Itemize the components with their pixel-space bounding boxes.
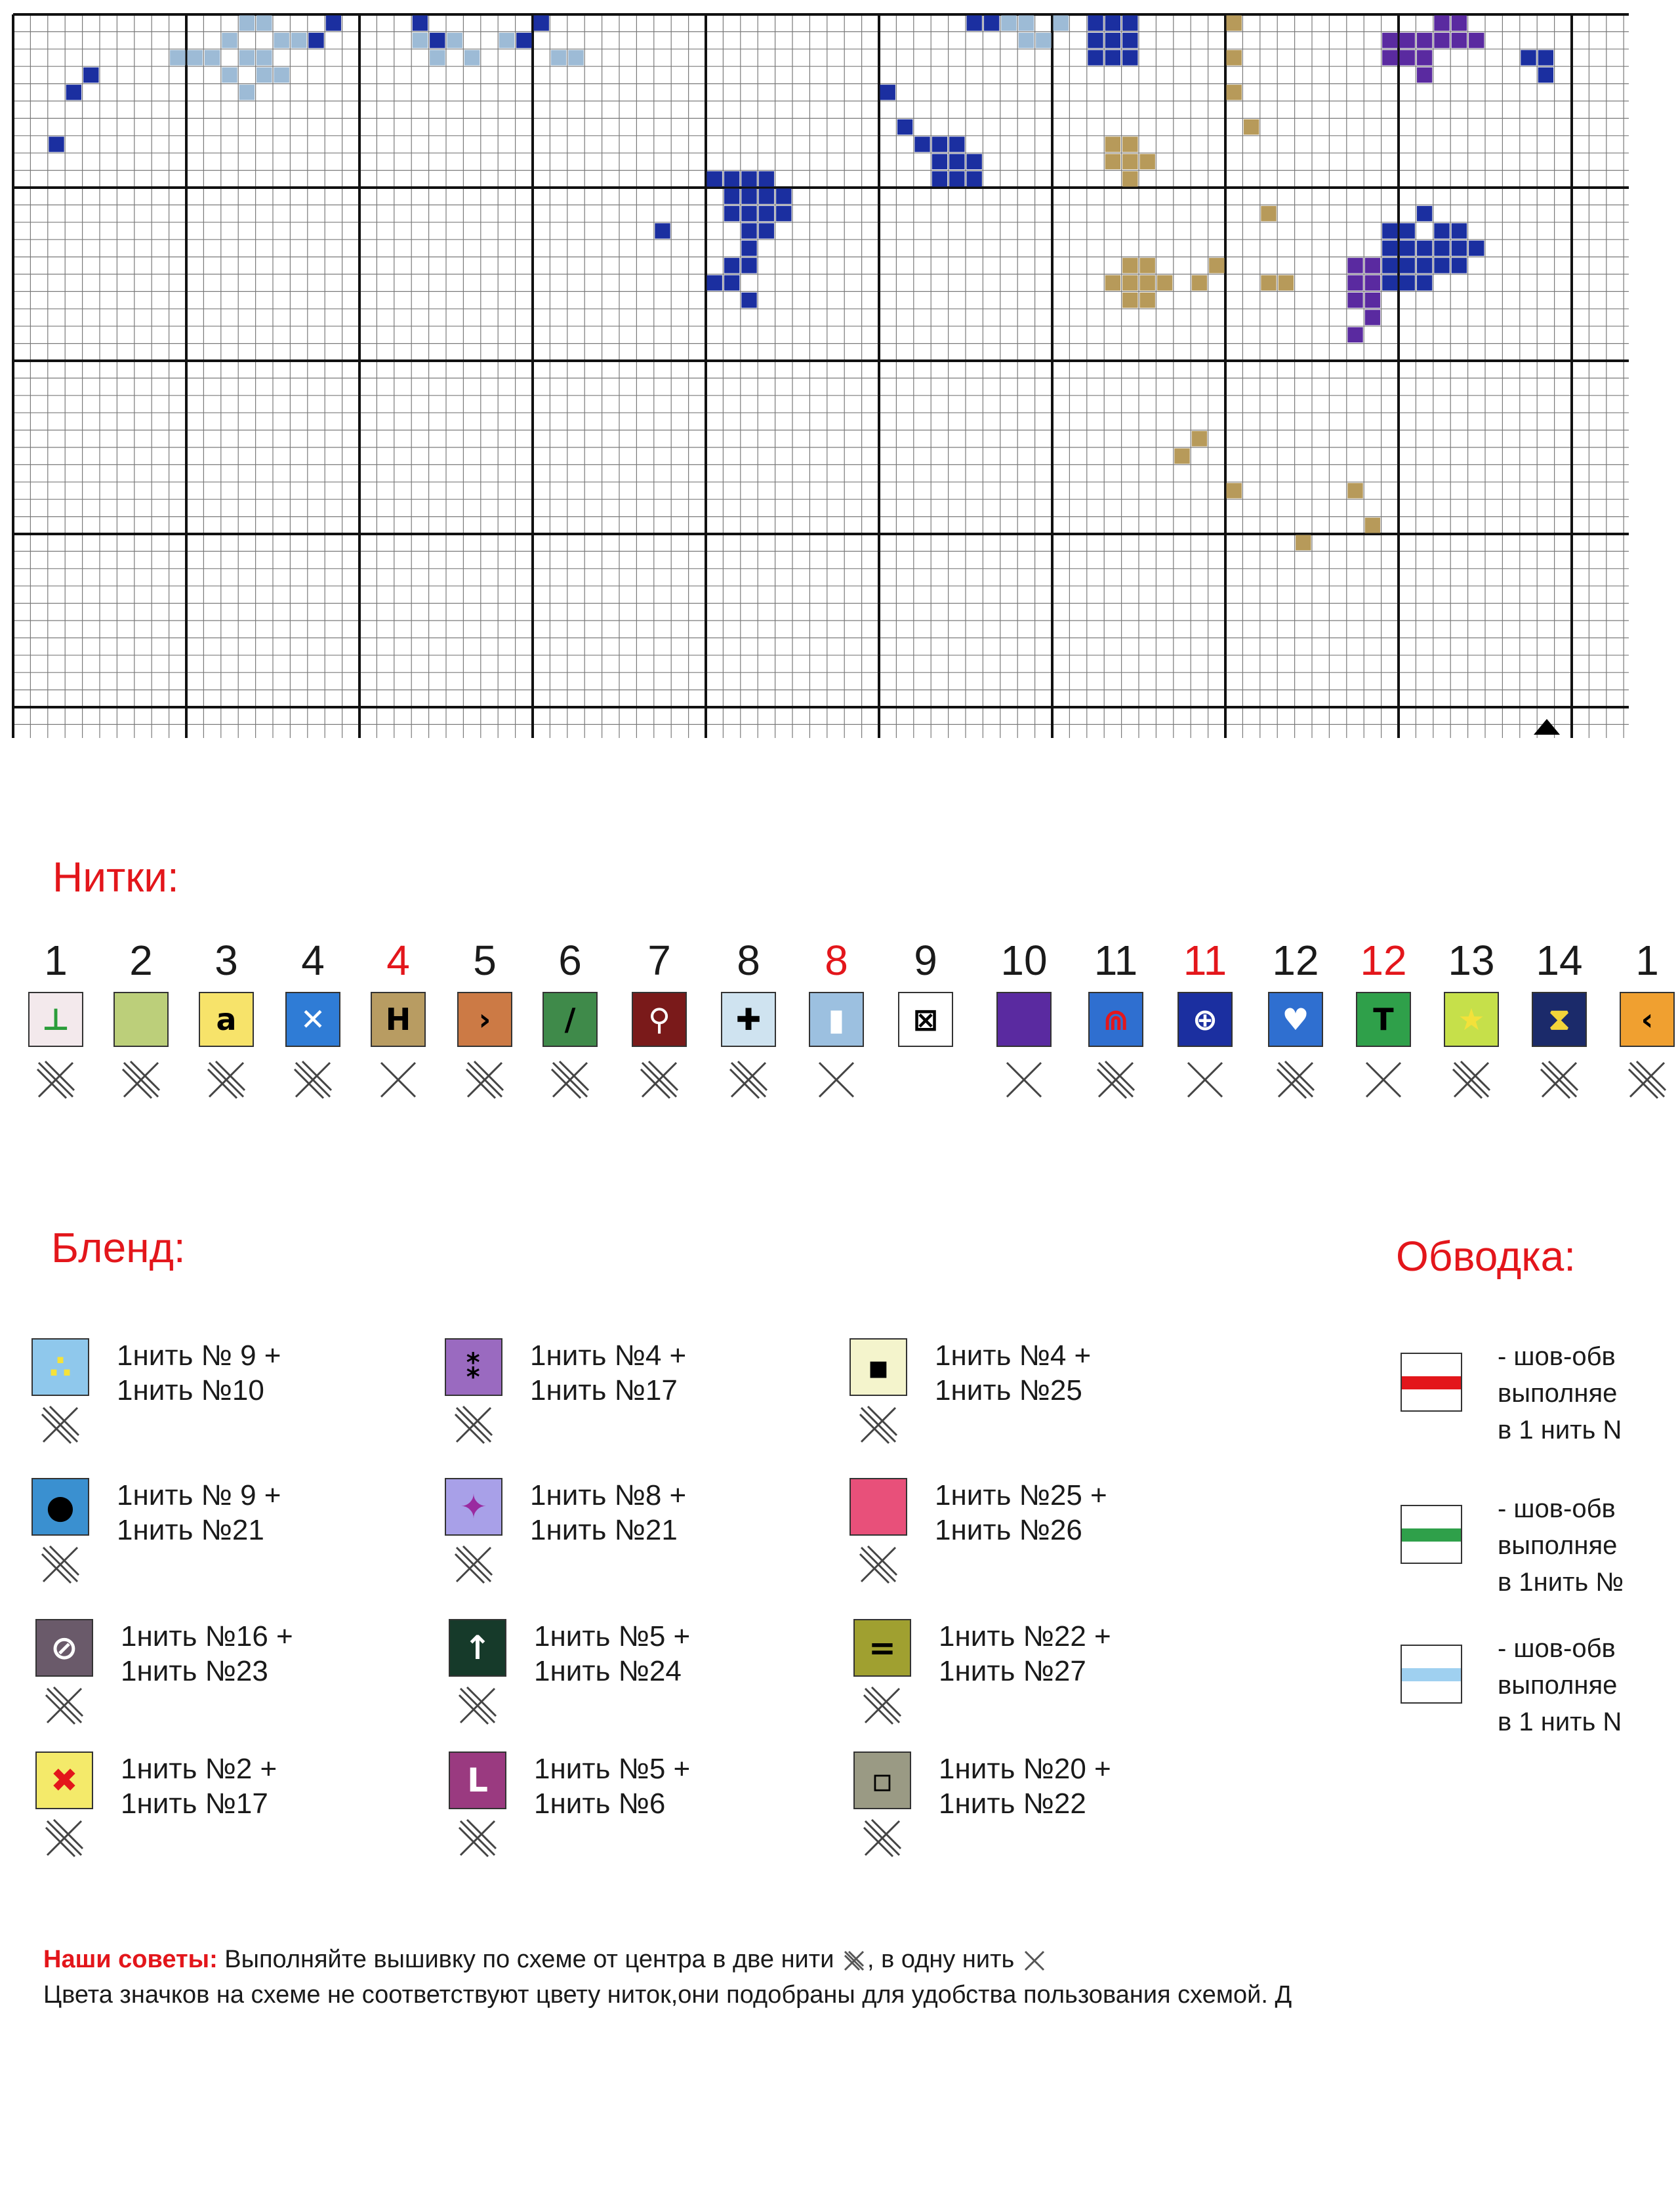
- stitch-double-icon: [628, 1059, 690, 1101]
- chart-grid: [0, 0, 1629, 761]
- hourglass-icon: ⧗: [1532, 992, 1587, 1047]
- stitch-single-icon: [993, 1059, 1055, 1101]
- double-stitch-icon: [43, 1685, 85, 1727]
- thread-item: [718, 939, 779, 1101]
- equals-icon: =: [853, 1619, 911, 1677]
- letter-t-icon: T: [1356, 992, 1411, 1047]
- advice-line-1: [43, 1942, 1292, 1977]
- letter-l-icon: L: [449, 1751, 506, 1809]
- blend-description: 1нить № 9 + 1нить №10: [117, 1340, 281, 1406]
- thread-item: [1528, 939, 1590, 1101]
- double-stitch-icon: [43, 1817, 85, 1859]
- thread-number: 6: [558, 937, 582, 984]
- stitch-double-icon: [110, 1059, 172, 1101]
- thread-number: 4: [386, 937, 410, 984]
- three-dots-icon: ∴: [31, 1338, 89, 1396]
- double-stitch-icon: [861, 1817, 903, 1859]
- center-triangle-marker: [1534, 719, 1560, 735]
- blend-description: 1нить №5 + 1нить №24: [534, 1620, 691, 1687]
- double-stitch-icon: [857, 1404, 899, 1446]
- blend-title: Бленд:: [51, 1224, 186, 1271]
- outline-title: Обводка:: [1396, 1233, 1576, 1280]
- thread-number: 11: [1094, 937, 1138, 984]
- thread-number: 13: [1448, 937, 1495, 984]
- cross-stitch-chart: [0, 0, 1629, 761]
- thread-number: 12: [1272, 937, 1319, 984]
- heart-icon: ♥: [1268, 992, 1323, 1047]
- thread-item: [806, 939, 867, 1101]
- thread-number: 10: [1000, 937, 1048, 984]
- stitch-double-icon: [1085, 1059, 1147, 1101]
- thread-number: 7: [647, 937, 671, 984]
- thread-item: [993, 939, 1055, 1101]
- stitch-double-icon: [718, 1059, 779, 1101]
- thread-number: 12: [1360, 937, 1407, 984]
- thread-item: [1441, 939, 1502, 1101]
- hollow-square-icon: ▫: [853, 1751, 911, 1809]
- circled-plus-icon: ⊕: [1177, 992, 1233, 1047]
- blend-description: 1нить №4 + 1нить №17: [530, 1340, 687, 1406]
- blend-description: 1нить №20 + 1нить №22: [939, 1753, 1111, 1820]
- double-stitch-icon: [39, 1404, 81, 1446]
- double-stitch-icon: [857, 1544, 899, 1586]
- thread-number: 14: [1536, 937, 1583, 984]
- thread-number: 3: [215, 937, 238, 984]
- thread-number: 9: [914, 937, 937, 984]
- outline-description: - шов-обв выполняе в 1нить №: [1498, 1494, 1624, 1597]
- outline-description: - шов-обв выполняе в 1 нить N: [1498, 1634, 1622, 1736]
- advice-label: Наши советы:: [43, 1946, 218, 1973]
- thread-number: 11: [1183, 937, 1227, 984]
- blend-description: 1нить №2 + 1нить №17: [121, 1753, 277, 1820]
- stitch-single-icon: [367, 1059, 429, 1101]
- thread-number: 1: [44, 937, 68, 984]
- chevron-right-icon: ›: [457, 992, 512, 1047]
- stitch-single-icon: [806, 1059, 867, 1101]
- thread-item: [1353, 939, 1414, 1101]
- slashed-circle-icon: ⊘: [35, 1619, 93, 1677]
- stitch-double-icon: [539, 1059, 601, 1101]
- up-arrow-icon: ↑: [449, 1619, 506, 1677]
- stitch-single-icon: [1353, 1059, 1414, 1101]
- boxed-x-icon: ⊠: [898, 992, 953, 1047]
- blend-description: 1нить №4 + 1нить №25: [935, 1340, 1092, 1406]
- stitch-double-icon: [1616, 1059, 1678, 1101]
- blank-purple-icon: [996, 992, 1052, 1047]
- thread-item: [895, 939, 956, 1047]
- stitch-double-icon: [1528, 1059, 1590, 1101]
- advice-line-2: Цвета значков на схеме не соответствуют цвету ниток,они подобраны для удобства пользования схемой. Д: [43, 1981, 1292, 2009]
- slash-icon: /: [542, 992, 598, 1047]
- bar-icon: ▮: [809, 992, 864, 1047]
- blank-pink-icon: [849, 1478, 907, 1536]
- outline-swatch: [1401, 1353, 1462, 1412]
- thread-item: [1085, 939, 1147, 1101]
- blend-description: 1нить №22 + 1нить №27: [939, 1620, 1111, 1687]
- blend-description: 1нить №8 + 1нить №21: [530, 1479, 687, 1546]
- thread-number: 2: [129, 937, 153, 984]
- thread-number: 4: [301, 937, 325, 984]
- double-stitch-icon: [39, 1544, 81, 1586]
- advice-block: [43, 1942, 1292, 2013]
- thread-item: [25, 939, 87, 1101]
- blend-description: 1нить №16 + 1нить №23: [121, 1620, 293, 1687]
- double-stitch-icon: [841, 1950, 867, 1972]
- letter-h-icon: H: [371, 992, 426, 1047]
- thread-item: [454, 939, 516, 1101]
- plus-icon: ✚: [721, 992, 776, 1047]
- advice-text-a: Выполняйте вышивку по схеме от центра в две нити: [217, 1946, 841, 1973]
- threads-title: Нитки:: [52, 853, 179, 901]
- sparkle-icon: ✦: [445, 1478, 502, 1536]
- thread-item: [195, 939, 257, 1101]
- thread-item: [367, 939, 429, 1101]
- blend-description: 1нить №25 + 1нить №26: [935, 1479, 1107, 1546]
- double-stitch-icon: [453, 1544, 495, 1586]
- inverted-t-icon: ⊥: [28, 992, 83, 1047]
- arch-icon: ⋒: [1088, 992, 1143, 1047]
- blend-description: 1нить № 9 + 1нить №21: [117, 1479, 281, 1546]
- star-icon: ★: [1444, 992, 1499, 1047]
- double-stitch-icon: [457, 1817, 499, 1859]
- double-stitch-icon: [861, 1685, 903, 1727]
- thread-number: 5: [473, 937, 497, 984]
- dot-icon: ●: [31, 1478, 89, 1536]
- stitch-double-icon: [1265, 1059, 1326, 1101]
- stitch-single-icon: [1174, 1059, 1236, 1101]
- single-stitch-icon: [1021, 1950, 1048, 1972]
- thread-item: [1265, 939, 1326, 1101]
- small-square-icon: ▪: [849, 1338, 907, 1396]
- blank-green-icon: [113, 992, 169, 1047]
- stitch-double-icon: [282, 1059, 344, 1101]
- thread-number: 8: [737, 937, 760, 984]
- double-stitch-icon: [453, 1404, 495, 1446]
- thread-item: [1174, 939, 1236, 1101]
- thread-item: [1616, 939, 1678, 1101]
- partial-icon: ‹: [1620, 992, 1675, 1047]
- letter-a-icon: a: [199, 992, 254, 1047]
- thread-number: 8: [825, 937, 848, 984]
- thread-item: [282, 939, 344, 1101]
- thread-item: [628, 939, 690, 1101]
- advice-text-b: , в одну нить: [867, 1946, 1021, 1973]
- outline-swatch: [1401, 1645, 1462, 1704]
- double-stitch-icon: [457, 1685, 499, 1727]
- outline-description: - шов-обв выполняе в 1 нить N: [1498, 1342, 1622, 1444]
- pin-icon: ⚲: [632, 992, 687, 1047]
- stitch-double-icon: [195, 1059, 257, 1101]
- blend-description: 1нить №5 + 1нить №6: [534, 1753, 691, 1820]
- stitch-double-icon: [454, 1059, 516, 1101]
- outline-swatch: [1401, 1505, 1462, 1564]
- cross-arrows-icon: ✕: [285, 992, 340, 1047]
- stitch-double-icon: [25, 1059, 87, 1101]
- thread-item: [110, 939, 172, 1101]
- two-dots-icon: ⁑: [445, 1338, 502, 1396]
- stitch-double-icon: [1441, 1059, 1502, 1101]
- thread-number: 1: [1635, 937, 1659, 984]
- red-x-icon: ✖: [35, 1751, 93, 1809]
- thread-item: [539, 939, 601, 1101]
